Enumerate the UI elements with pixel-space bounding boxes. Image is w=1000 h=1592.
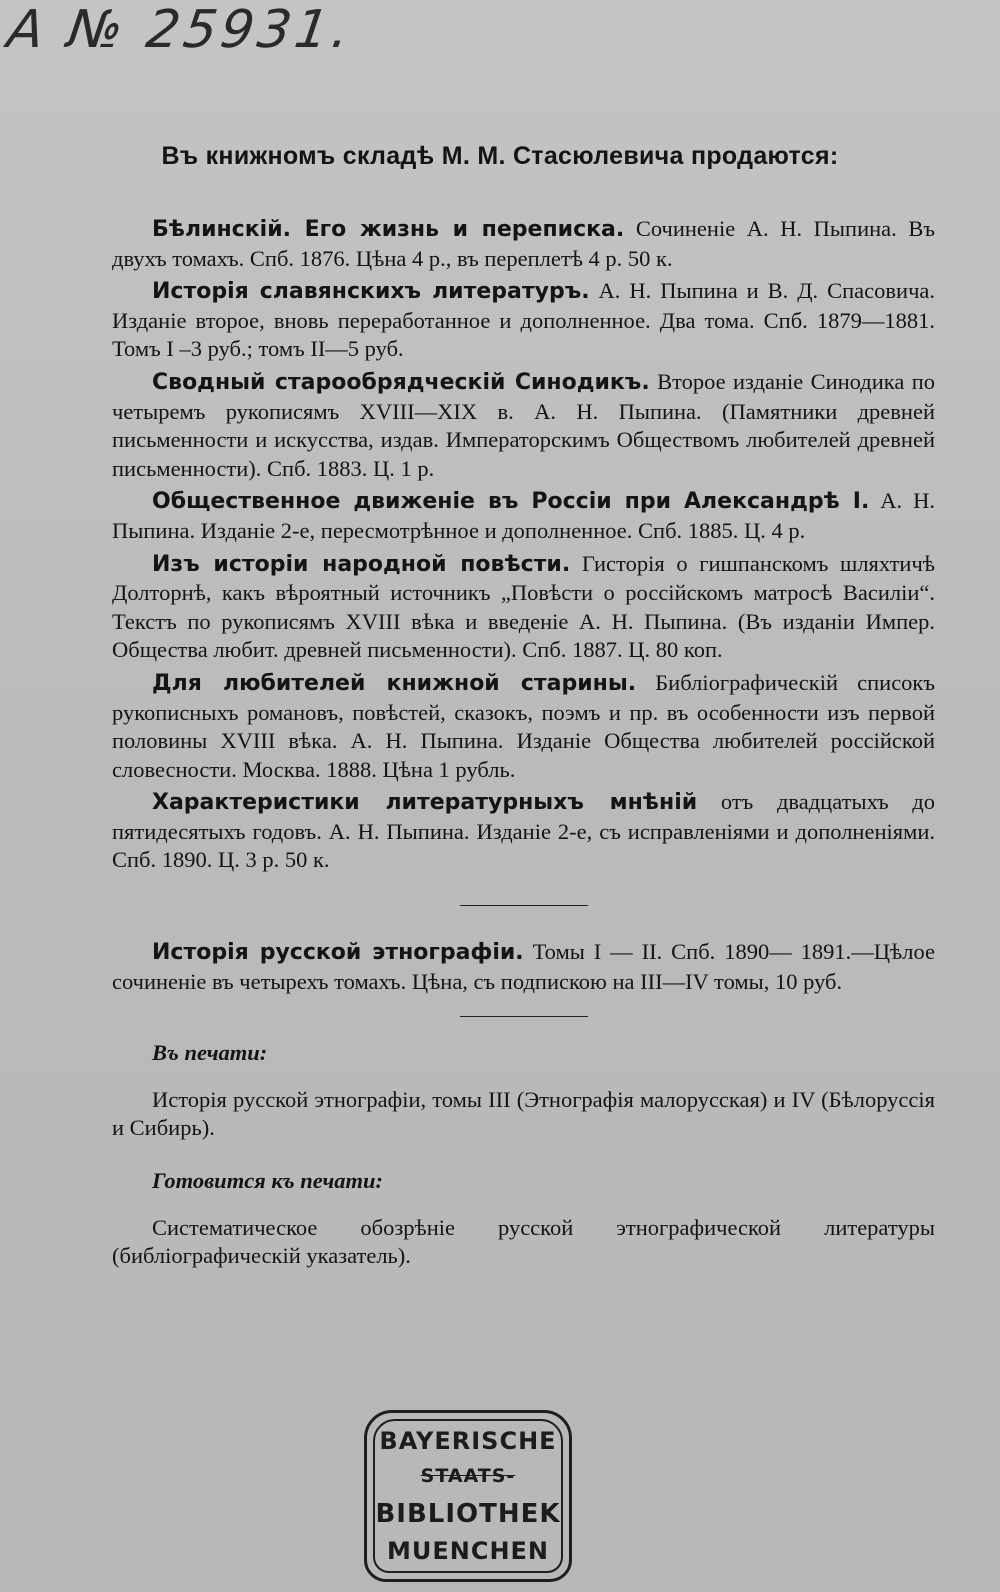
entry-text: отъ двадцатыхъ до пятидесятыхъ годовъ. А. Н. Пыпина. Изданіе 2-е, съ исправленіями и дополненіями. Спб. 1890. Ц. 3 р. 50 к. <box>112 789 935 873</box>
in-print-text: Исторія русской этнографіи, томы III (Этнографія малорусская) и IV (Бѣлоруссія и Сибирь). <box>112 1086 935 1141</box>
featured-title: Исторія русской этнографіи. <box>152 940 524 966</box>
forthcoming-text: Систематическое обозрѣніе русской этнографической литературы (библіографическій указатель). <box>112 1214 935 1269</box>
entry-text: А. Н. Пыпина. Изданіе 2-е, пересмотрѣнное и дополненное. Спб. 1885. Ц. 4 р. <box>112 488 935 543</box>
entry-text: Второе изданіе Синодика по четыремъ рукописямъ XVIII—XIX в. А. Н. Пыпина. (Памятники древней письменности и искусства, издав. Императорскимъ Обществомъ любителей древней письменности). Спб. 1883. Ц. 1 р. <box>112 368 935 481</box>
entry-title: Для любителей книжной старины. <box>152 670 637 696</box>
stamp-line: BIBLIOTHEK <box>375 1499 561 1529</box>
handwritten-catalog-mark: A № 25931. <box>3 0 357 60</box>
entry-title: Сводный старообрядческій Синодикъ. <box>152 369 650 395</box>
forthcoming-label: Готовится къ печати: <box>152 1168 384 1194</box>
library-stamp <box>364 1410 572 1582</box>
section-divider <box>460 1016 588 1017</box>
catalog-entry <box>112 550 935 665</box>
catalog-entry <box>112 215 935 273</box>
entry-text: Гисторія о гишпанскомъ шляхтичѣ Долторнѣ, какъ вѣроятный источникъ „Повѣсти о россійскомъ матросѣ Василіи“. Текстъ по рукописямъ XVIII вѣка и введеніе А. Н. Пыпина. (Въ изданіи Импер. Общества любит. древней письменности). Спб. 1887. Ц. 80 коп. <box>112 550 935 663</box>
in-print-label: Въ печати: <box>152 1040 268 1066</box>
stamp-line: STAATS- <box>420 1465 516 1487</box>
stamp-line: BAYERISCHE <box>379 1427 557 1455</box>
entry-title: Изъ исторіи народной повѣсти. <box>152 551 571 577</box>
entry-title: Общественное движеніе въ Россіи при Александрѣ I. <box>152 489 870 515</box>
entry-text: А. Н. Пыпина и В. Д. Спасовича. Изданіе второе, вновь переработанное и дополненное. Два тома. Спб. 1879—1881. Томъ I –3 руб.; томъ II—5 руб. <box>112 278 935 362</box>
catalog-entry <box>112 487 935 545</box>
entry-title: Характеристики литературныхъ мнѣній <box>152 790 698 816</box>
entry-text: Библіографическій списокъ рукописныхъ романовъ, повѣстей, сказокъ, поэмъ и пр. въ особенности изъ первой половины XVIII вѣка. А. Н. Пыпина. Изданіе Общества любителей россійской словесности. Москва. 1888. Цѣна 1 рубль. <box>112 669 935 782</box>
catalog-entry <box>112 788 935 875</box>
entry-title: Бѣлинскій. Его жизнь и переписка. <box>152 217 625 242</box>
featured-text: Томы I — II. Спб. 1890— 1891.—Цѣлое сочиненіе въ четырехъ томахъ. Цѣна, съ подпискою на III—IV томы, 10 руб. <box>112 939 935 994</box>
entry-text: Сочиненіе А. Н. Пыпина. Въ двухъ томахъ. Спб. 1876. Цѣна 4 р., въ переплетѣ 4 р. 50 к. <box>112 216 935 271</box>
featured-entry <box>112 938 935 996</box>
entry-title: Исторія славянскихъ литературъ. <box>152 279 590 305</box>
catalog-content <box>112 215 935 1295</box>
stamp-line: MUENCHEN <box>386 1537 550 1565</box>
page-heading: Въ книжномъ складѣ М. М. Стасюлевича продаются: <box>161 142 839 170</box>
catalog-entry <box>112 669 935 784</box>
catalog-entry <box>112 277 935 364</box>
catalog-entry <box>112 368 935 483</box>
section-divider <box>460 905 588 906</box>
